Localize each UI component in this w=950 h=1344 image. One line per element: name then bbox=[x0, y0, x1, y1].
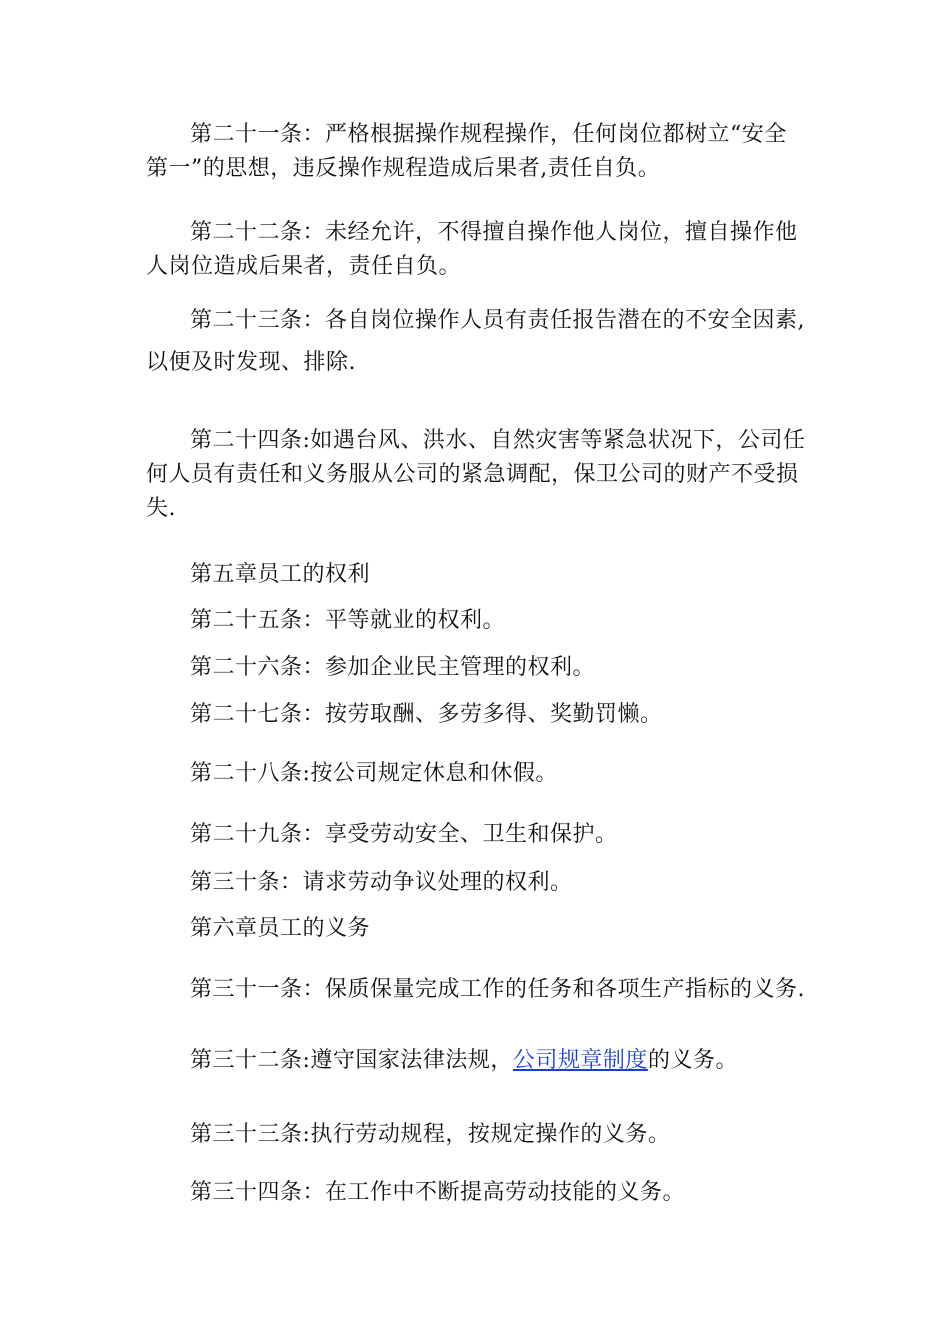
article-29: 第二十九条：享受劳动安全、卫生和保护。 bbox=[190, 822, 618, 847]
article-32-suffix: 的义务。 bbox=[647, 1048, 738, 1073]
article-25: 第二十五条：平等就业的权利。 bbox=[190, 608, 506, 633]
article-32 bbox=[146, 1044, 806, 1078]
article-30: 第三十条：请求劳动争议处理的权利。 bbox=[190, 870, 573, 895]
chapter-6-heading: 第六章员工的义务 bbox=[190, 916, 371, 941]
article-27: 第二十七条：按劳取酬、多劳多得、奖勤罚懒。 bbox=[190, 702, 663, 727]
article-26: 第二十六条：参加企业民主管理的权利。 bbox=[190, 655, 596, 680]
article-28: 第二十八条:按公司规定休息和休假。 bbox=[190, 761, 558, 786]
article-22: 第二十二条：未经允许，不得擅自操作他人岗位，擅自操作他人岗位造成后果者，责任自负。 bbox=[146, 220, 798, 279]
article-24: 第二十四条:如遇台风、洪水、自然灾害等紧急状况下，公司任何人员有责任和义务服从公司的紧急调配，保卫公司的财产不受损失. bbox=[146, 428, 806, 521]
article-34: 第三十四条：在工作中不断提高劳动技能的义务。 bbox=[190, 1180, 686, 1205]
chapter-5-heading: 第五章员工的权利 bbox=[190, 562, 371, 587]
article-33: 第三十三条:执行劳动规程，按规定操作的义务。 bbox=[190, 1122, 671, 1147]
company-rules-link[interactable]: 公司规章制度 bbox=[512, 1048, 648, 1073]
article-32-prefix: 第三十二条:遵守国家法律法规， bbox=[190, 1048, 513, 1073]
article-21: 第二十一条：严格根据操作规程操作，任何岗位都树立“安全第一”的思想，违反操作规程造成后果者,责任自负。 bbox=[146, 122, 787, 181]
article-23: 第二十三条：各自岗位操作人员有责任报告潜在的不安全因素,以便及时发现、排除. bbox=[146, 308, 805, 375]
article-31: 第三十一条：保质保量完成工作的任务和各项生产指标的义务. bbox=[190, 977, 805, 1002]
